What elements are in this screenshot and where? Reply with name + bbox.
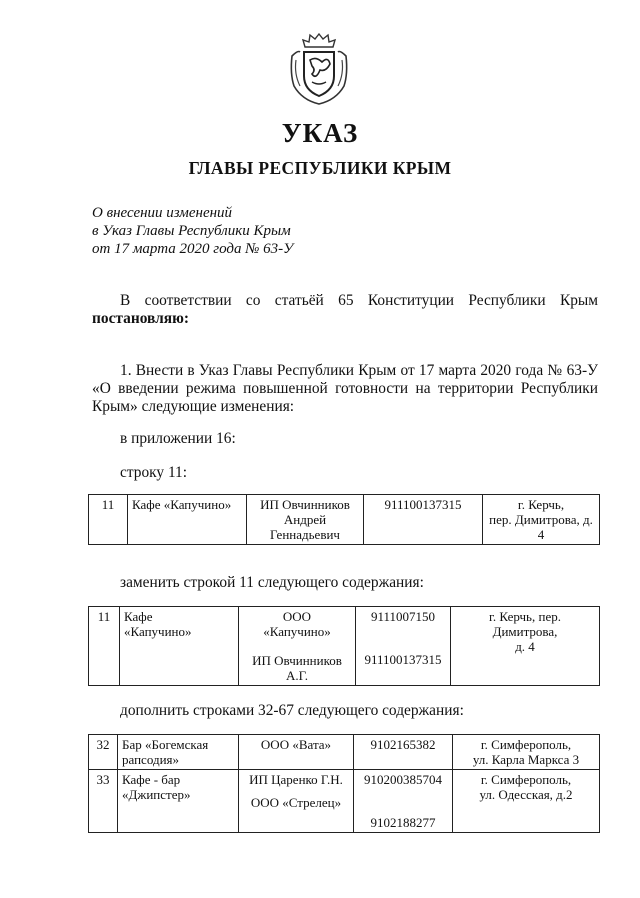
cell-inn: 9102165382 bbox=[354, 735, 453, 770]
cell-line: ООО «Стрелец» bbox=[250, 795, 342, 810]
cell-line: «Джипстер» bbox=[122, 787, 191, 802]
cell-name bbox=[118, 735, 239, 770]
cell-line: 9102188277 bbox=[370, 815, 436, 830]
cell-line: Геннадьевич bbox=[270, 527, 340, 542]
replace-line: заменить строкой 11 следующего содержания: bbox=[120, 574, 424, 591]
cell-address bbox=[453, 735, 600, 770]
table-new-row bbox=[88, 606, 600, 686]
cell-num: 11 bbox=[89, 495, 128, 545]
cell-owner: ООО «Вата» bbox=[239, 735, 354, 770]
cell-line: рапсодия» bbox=[122, 752, 180, 767]
decree-subtitle: ГЛАВЫ РЕСПУБЛИКИ КРЫМ bbox=[188, 158, 452, 178]
subject-line: от 17 марта 2020 года № 63-У bbox=[92, 241, 294, 257]
subject-line: О внесении изменений bbox=[92, 205, 233, 221]
append-line: дополнить строками 32-67 следующего содержания: bbox=[120, 702, 464, 719]
cell-line: 911100137315 bbox=[364, 652, 442, 667]
decree-subject bbox=[92, 204, 293, 258]
subject-line: в Указ Главы Республики Крым bbox=[92, 223, 291, 239]
cell-inn bbox=[356, 607, 451, 686]
cell-line: Бар «Богемская bbox=[122, 737, 209, 752]
cell-line: Кафе - бар bbox=[122, 772, 181, 787]
cell-line: ООО bbox=[282, 609, 312, 624]
cell-line: ул. Одесская, д.2 bbox=[479, 787, 573, 802]
table-row bbox=[89, 495, 600, 545]
cell-line: ул. Карла Маркса 3 bbox=[472, 752, 580, 767]
cell-address bbox=[451, 607, 600, 686]
table-row bbox=[89, 770, 600, 833]
cell-name: Кафе «Капучино» bbox=[128, 495, 247, 545]
cell-owner bbox=[247, 495, 364, 545]
cell-name bbox=[120, 607, 239, 686]
decree-title: УКАЗ bbox=[281, 118, 359, 148]
cell-line: г. Керчь, пер. Димитрова, bbox=[489, 609, 561, 639]
cell-num: 11 bbox=[89, 607, 120, 686]
table-row bbox=[89, 735, 600, 770]
appendix-line: в приложении 16: bbox=[120, 430, 236, 447]
cell-line: г. Симферополь, bbox=[480, 772, 572, 787]
cell-line: г. Симферополь, bbox=[480, 737, 572, 752]
cell-line: «Капучино» bbox=[124, 624, 192, 639]
cell-line: г. Керчь, bbox=[517, 497, 565, 512]
cell-line: Кафе bbox=[124, 609, 153, 624]
cell-line: ИП Царенко Г.Н. bbox=[249, 772, 343, 787]
crimea-coat-of-arms-icon bbox=[286, 30, 352, 108]
cell-line: ИП Овчинников bbox=[252, 653, 342, 668]
cell-line: Андрей bbox=[283, 512, 327, 527]
cell-num: 33 bbox=[89, 770, 118, 833]
cell-line: 910200385704 bbox=[364, 772, 442, 787]
cell-name bbox=[118, 770, 239, 833]
cell-num: 32 bbox=[89, 735, 118, 770]
cell-line: пер. Димитрова, д. 4 bbox=[489, 512, 593, 542]
cell-inn: 911100137315 bbox=[364, 495, 483, 545]
cell-line: А.Г. bbox=[286, 668, 308, 683]
cell-inn bbox=[354, 770, 453, 833]
cell-line: д. 4 bbox=[515, 639, 535, 654]
cell-address bbox=[483, 495, 600, 545]
cell-line: «Капучино» bbox=[263, 624, 331, 639]
decree-word: постановляю: bbox=[92, 310, 189, 327]
cell-address bbox=[453, 770, 600, 833]
preamble-text: В соответствии со статьёй 65 Конституции Республики Крым bbox=[120, 292, 598, 309]
table-row bbox=[89, 607, 600, 686]
item-1-text: 1. Внести в Указ Главы Республики Крым от 17 марта 2020 года № 63-У «О введении режима повышенной готовности на территории Республики Крым» следующие изменения: bbox=[92, 362, 598, 415]
cell-line: ИП Овчинников bbox=[260, 497, 350, 512]
cell-owner bbox=[239, 770, 354, 833]
row-label-line: строку 11: bbox=[120, 464, 188, 481]
cell-owner bbox=[239, 607, 356, 686]
table-old-row bbox=[88, 494, 600, 545]
cell-line: 9111007150 bbox=[370, 609, 436, 624]
table-added-rows bbox=[88, 734, 600, 833]
